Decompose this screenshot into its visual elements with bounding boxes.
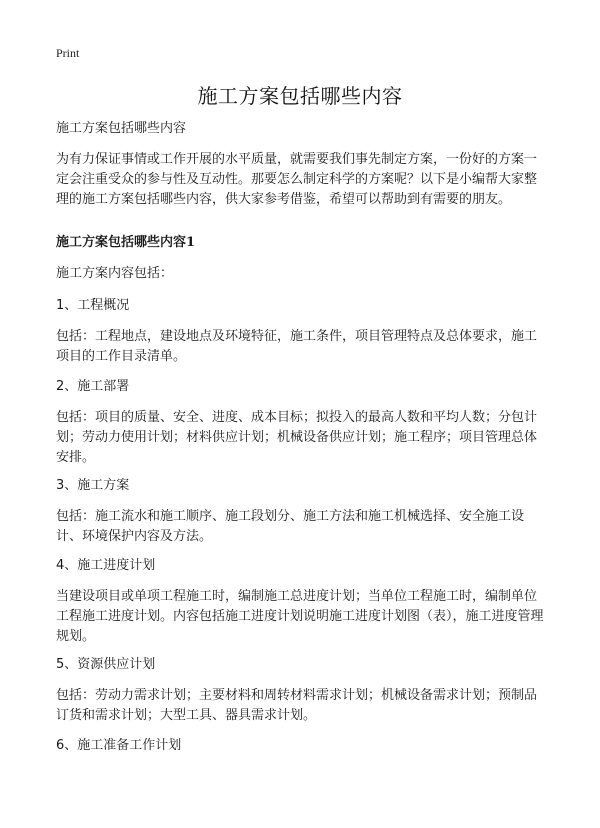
item-heading-3: 3、施工方案 (56, 478, 130, 493)
item-body-5: 包括：劳动力需求计划；主要材料和周转材料需求计划；机械设备需求计划；预制品订货和需求计划；大型工具、器具需求计划。 (56, 688, 538, 723)
item-body-3: 包括：施工流水和施工顺序、施工段划分、施工方法和施工机械选择、安全施工设计、环境保护内容及方法。 (56, 509, 525, 544)
print-label: Print (56, 46, 80, 60)
section-heading: 施工方案包括哪些内容1 (56, 235, 196, 250)
item-body-1: 包括：工程地点，建设地点及环境特征，施工条件，项目管理特点及总体要求，施工项目的工作目录清单。 (56, 329, 538, 364)
item-body-4: 当建设项目或单项工程施工时，编制施工总进度计划；当单位工程施工时，编制单位工程施工进度计划。内容包括施工进度计划说明施工进度计划图（表），施工进度管理规划。 (56, 589, 544, 644)
item-body-2: 包括：项目的质量、安全、进度、成本目标；拟投入的最高人数和平均人数；分包计划；劳动力使用计划；材料供应计划；机械设备供应计划；施工程序；项目管理总体安排。 (56, 410, 538, 465)
page-title: 施工方案包括哪些内容 (197, 84, 403, 108)
item-heading-4: 4、施工进度计划 (56, 558, 156, 573)
item-heading-5: 5、资源供应计划 (56, 657, 156, 672)
section-intro: 施工方案内容包括： (56, 266, 174, 281)
item-heading-1: 1、工程概况 (56, 298, 130, 313)
subtitle: 施工方案包括哪些内容 (56, 121, 187, 136)
item-heading-2: 2、施工部署 (56, 379, 130, 394)
item-heading-6: 6、施工准备工作计划 (56, 738, 182, 753)
intro-paragraph: 为有力保证事情或工作开展的水平质量，就需要我们事先制定方案，一份好的方案一定会注重受众的参与性及互动性。那要怎么制定科学的方案呢？以下是小编帮大家整理的施工方案包括哪些内容，供大家参考借鉴，希望可以帮助到有需要的朋友。 (56, 152, 538, 207)
